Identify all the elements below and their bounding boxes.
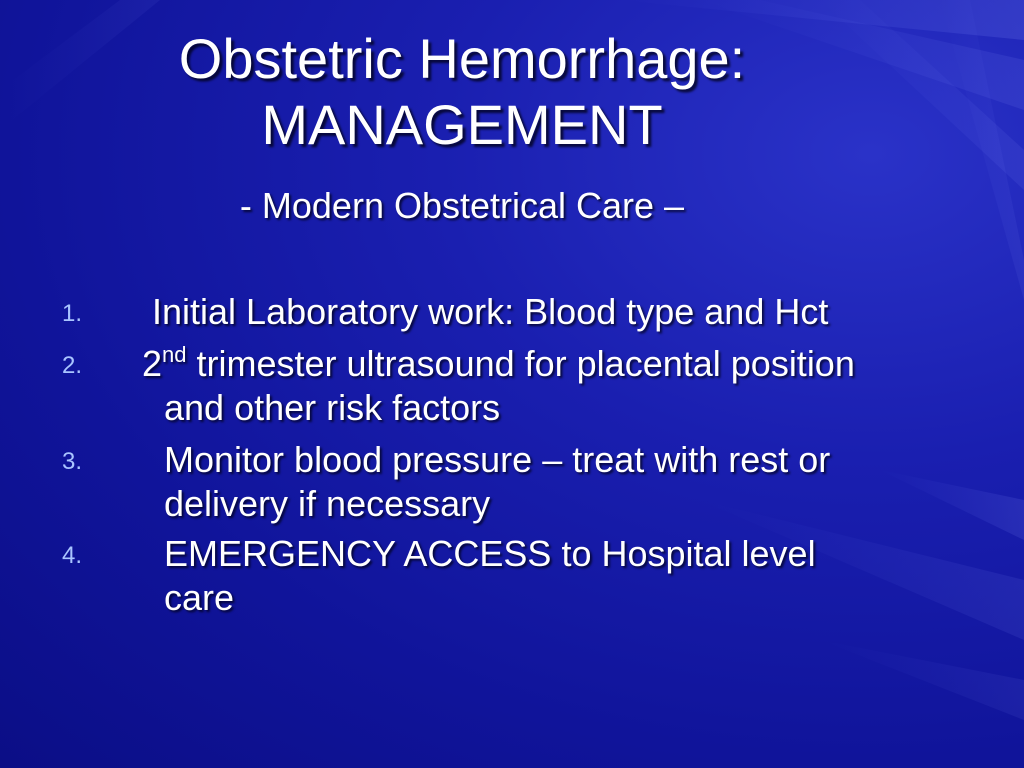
slide-title: [0, 26, 924, 158]
list-text-4-continuation: care: [164, 577, 235, 618]
list-text-3: Monitor blood pressure – treat with rest or: [164, 439, 831, 480]
list-text-3-continuation: delivery if necessary: [164, 483, 491, 524]
list-text-2-ordinal-suffix: nd: [162, 342, 187, 367]
list-text-2: [142, 342, 855, 386]
list-text-2-continuation: and other risk factors: [164, 387, 501, 428]
list-text-4: EMERGENCY ACCESS to Hospital level: [164, 533, 816, 574]
list-number-2: 2.: [62, 352, 83, 379]
slide-title-line-2: MANAGEMENT: [261, 93, 663, 156]
slide-subtitle: - Modern Obstetrical Care –: [239, 185, 685, 226]
list-text-1: Initial Laboratory work: Blood type and Hct: [152, 291, 829, 332]
list-text-2-ordinal: 2: [142, 343, 163, 384]
list-number-1: 1.: [62, 300, 83, 327]
list-number-4: 4.: [62, 542, 83, 569]
list-number-3: 3.: [62, 448, 83, 475]
list-text-2-rest: trimester ultrasound for placental position: [186, 343, 855, 384]
slide-title-line-1: Obstetric Hemorrhage:: [178, 27, 746, 90]
